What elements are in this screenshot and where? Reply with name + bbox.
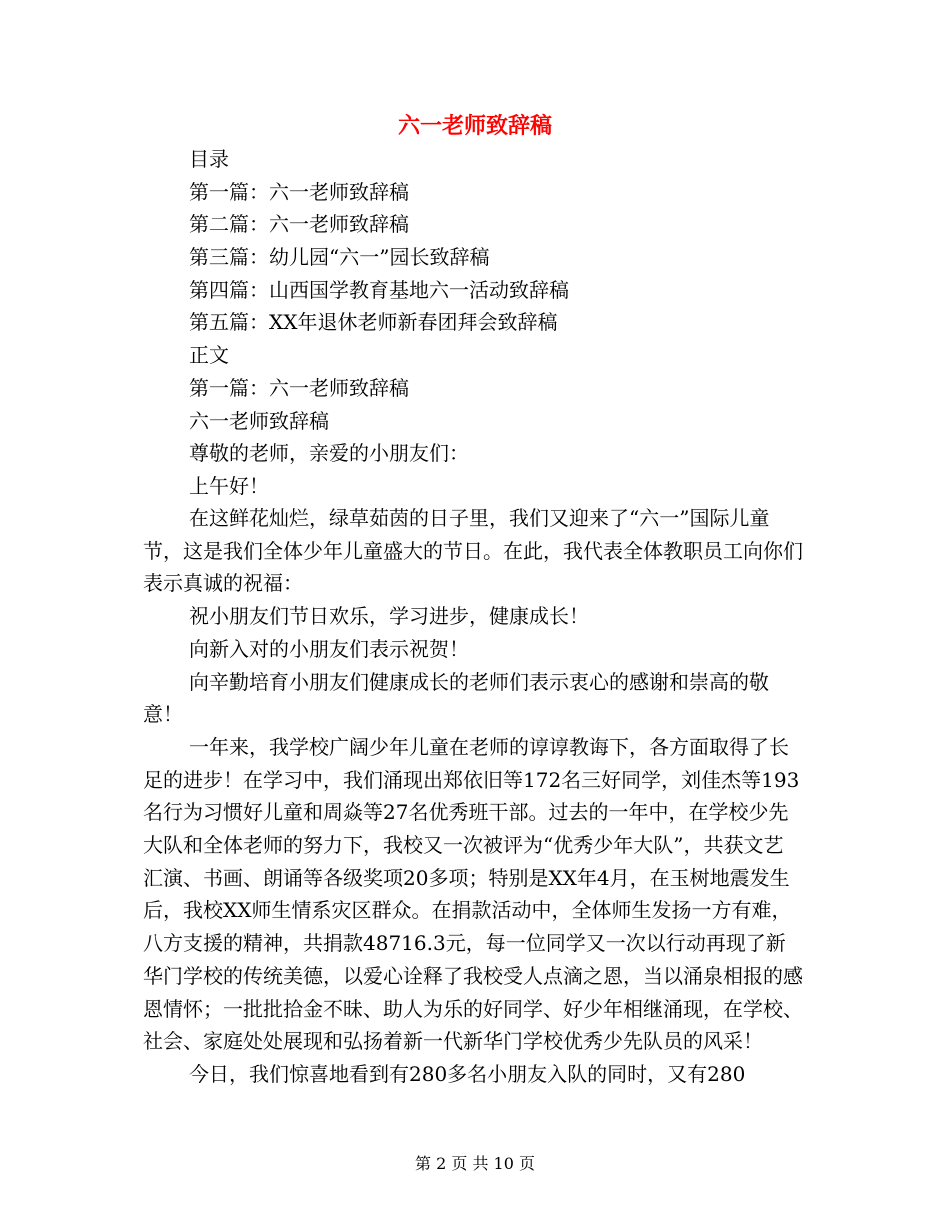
section-heading: 第一篇：六一老师致辞稿 <box>189 375 409 400</box>
speech-title: 六一老师致辞稿 <box>189 408 329 433</box>
paragraph: 今日，我们惊喜地看到有280多名小朋友入队的同时，又有280 <box>189 1061 746 1086</box>
paragraph: 一年来，我学校广阔少年儿童在老师的谆谆教诲下，各方面取得了长足的进步！在学习中，我们涌现出郑依旧等172名三好同学，刘佳杰等193名行为习惯好儿童和周焱等27名优秀班干部。过去的一年中，在学校少先大队和全体老师的努力下，我校又一次被评为“优秀少年大队”，共获文艺汇演、书画、朗诵等各级奖项20多项；特别是XX年4月，在玉树地震发生后，我校XX师生情系灾区群众。在捐款活动中，全体师生发扬一方有难，八方支援的精神，共捐款48716.3元，每一位同学又一次以行动再现了新华门学校的传统美德，以爱心诠释了我校受人点滴之恩，当以涌泉相报的感恩情怀；一批批拾金不昧、助人为乐的好同学、好少年相继涌现，在学校、社会、家庭处处展现和弘扬着新一代新华门学校优秀少先队员的风采！ <box>143 734 803 1054</box>
paragraph: 祝小朋友们节日欢乐，学习进步，健康成长！ <box>189 604 589 629</box>
greeting: 上午好！ <box>189 473 269 498</box>
salutation: 尊敬的老师，亲爱的小朋友们： <box>189 441 469 466</box>
paragraph: 在这鲜花灿烂，绿草茹茵的日子里，我们又迎来了“六一”国际儿童节，这是我们全体少年儿童盛大的节日。在此，我代表全体教职员工向你们表示真诚的祝福： <box>143 506 803 596</box>
toc-item-3: 第三篇：幼儿园“六一”园长致辞稿 <box>189 245 490 270</box>
toc-item-1: 第一篇：六一老师致辞稿 <box>189 179 409 204</box>
paragraph: 向辛勤培育小朋友们健康成长的老师们表示衷心的感谢和崇高的敬意！ <box>143 669 769 727</box>
body-heading: 正文 <box>189 343 229 368</box>
toc-item-2: 第二篇：六一老师致辞稿 <box>189 212 409 237</box>
page-number-footer: 第 2 页 共 10 页 <box>415 1154 535 1173</box>
toc-heading: 目录 <box>189 147 229 171</box>
paragraph: 向新入对的小朋友们表示祝贺！ <box>189 636 469 661</box>
table-of-contents <box>143 143 803 503</box>
speech-body <box>143 502 803 1091</box>
toc-item-5: 第五篇：XX年退休老师新春团拜会致辞稿 <box>189 310 558 335</box>
document-title: 六一老师致辞稿 <box>397 113 552 139</box>
toc-item-4: 第四篇：山西国学教育基地六一活动致辞稿 <box>189 277 569 302</box>
